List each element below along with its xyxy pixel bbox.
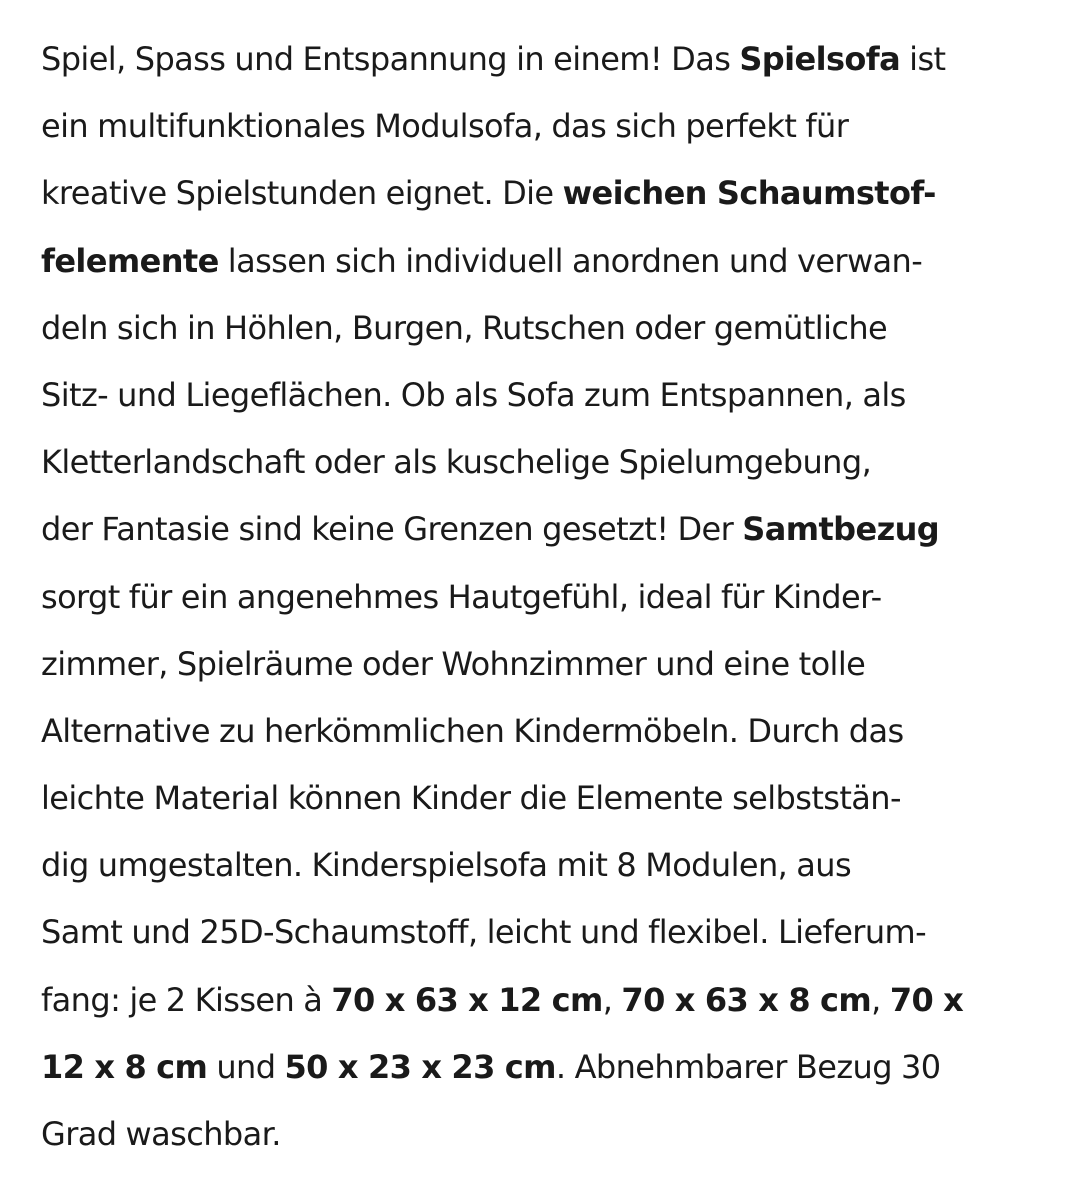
text-run: sorgt für ein angenehmes Hautgefühl, ideal für Kinder- xyxy=(41,577,882,616)
bold-run: 70 x 63 x 12 cm xyxy=(331,980,603,1019)
text-line xyxy=(41,1034,1051,1101)
text-run: Spiel, Spass und Entspannung in einem! Das xyxy=(41,40,740,78)
text-run: Alternative zu herkömmlichen Kindermöbeln. Durch das xyxy=(41,711,904,750)
bold-run: felemente xyxy=(41,241,219,280)
bold-run: 70 x 63 x 8 cm xyxy=(621,980,872,1019)
text-line xyxy=(41,429,1051,496)
text-run: kreative Spielstunden eignet. Die xyxy=(41,174,563,213)
text-run: leichte Material können Kinder die Elemente selbststän- xyxy=(41,779,901,818)
text-line xyxy=(41,832,1051,899)
text-line xyxy=(41,228,1051,295)
text-run: Kletterlandschaft oder als kuschelige Spielumgebung, xyxy=(41,443,872,482)
text-run: , xyxy=(871,980,890,1019)
text-line xyxy=(41,93,1051,160)
bold-run: weichen Schaumstof- xyxy=(562,174,936,213)
text-line xyxy=(41,765,1051,832)
text-line xyxy=(41,496,1051,563)
text-run: Samt und 25D-Schaumstoff, leicht und flexibel. Lieferum- xyxy=(41,913,927,952)
text-line xyxy=(41,564,1051,631)
text-run: lassen sich individuell anordnen und verwan- xyxy=(218,241,923,280)
text-line xyxy=(41,26,1051,93)
text-run: . Abnehmbarer Bezug 30 xyxy=(555,1047,941,1086)
text-line xyxy=(41,362,1051,429)
bold-run: 50 x 23 x 23 cm xyxy=(284,1047,556,1086)
text-line xyxy=(41,967,1051,1034)
text-run: ein multifunktionales Modulsofa, das sich perfekt für xyxy=(41,107,849,146)
text-line xyxy=(41,295,1051,362)
text-run: fang: je 2 Kissen à xyxy=(41,980,332,1019)
text-run: und xyxy=(207,1047,285,1086)
text-run: Grad waschbar. xyxy=(41,1115,281,1153)
text-line xyxy=(41,1101,1051,1168)
text-run: deln sich in Höhlen, Burgen, Rutschen oder gemütliche xyxy=(41,308,888,347)
text-line xyxy=(41,160,1051,227)
text-run: ist xyxy=(900,40,946,78)
text-line xyxy=(41,698,1051,765)
text-run: , xyxy=(602,980,622,1019)
text-run: dig umgestalten. Kinderspielsofa mit 8 Modulen, aus xyxy=(41,846,852,885)
bold-run: Spielsofa xyxy=(739,40,901,78)
text-line xyxy=(41,899,1051,966)
text-line xyxy=(41,631,1051,698)
text-run: zimmer, Spielräume oder Wohnzimmer und eine tolle xyxy=(41,644,866,683)
bold-run: 70 x xyxy=(889,980,964,1019)
bold-run: 12 x 8 cm xyxy=(41,1047,208,1086)
text-run: der Fantasie sind keine Grenzen gesetzt! Der xyxy=(41,510,743,549)
bold-run: Samtbezug xyxy=(742,510,940,549)
product-description xyxy=(41,26,1051,1168)
text-run: Sitz- und Liegeflächen. Ob als Sofa zum Entspannen, als xyxy=(41,375,906,414)
